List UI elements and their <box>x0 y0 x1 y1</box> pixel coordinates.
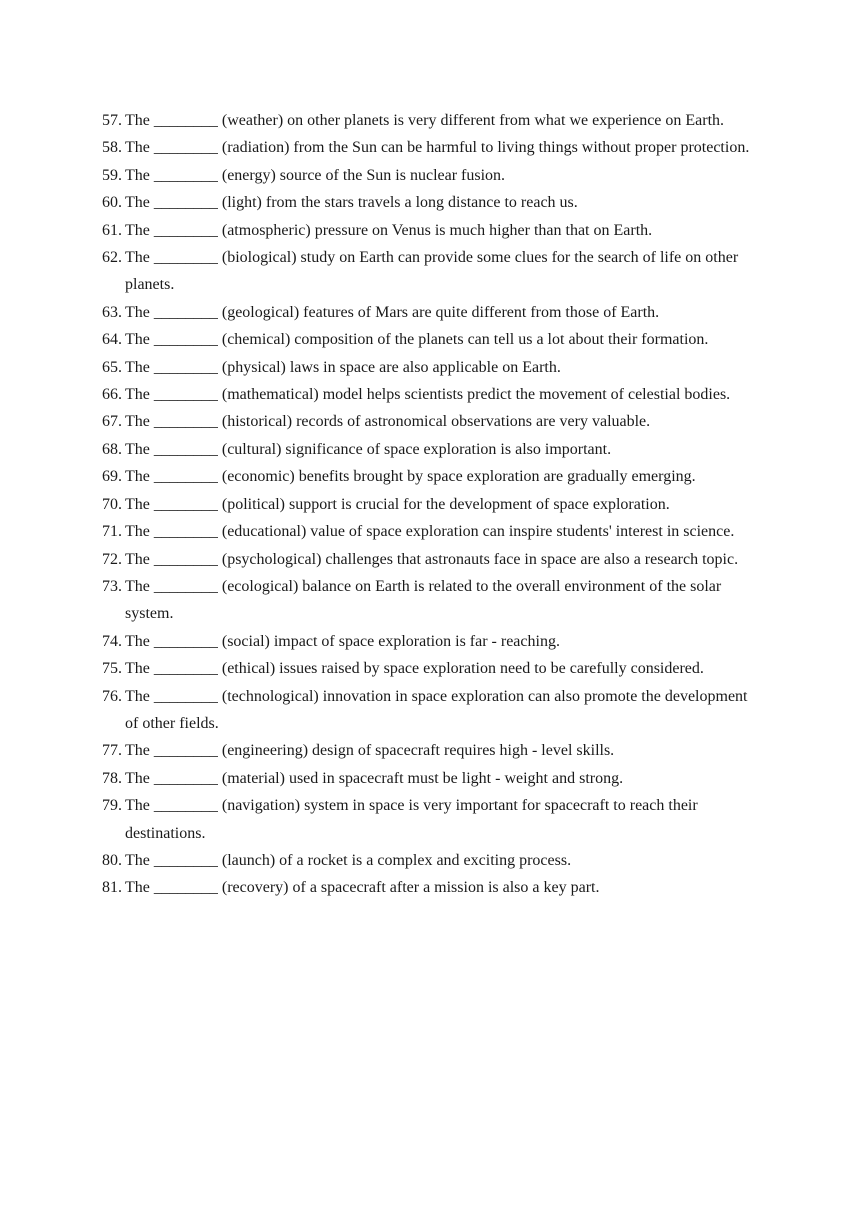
question-number: 67. <box>102 413 122 431</box>
question-number: 80. <box>102 851 122 869</box>
question-number: 64. <box>102 331 122 349</box>
question-number: 79. <box>102 797 122 815</box>
question-text: The ________ (mathematical) model helps scientists predict the movement of celestial bodies. <box>125 386 731 404</box>
question-number: 75. <box>102 660 122 678</box>
question-number: 62. <box>102 249 122 267</box>
question-text: The ________ (weather) on other planets is very different from what we experience on Earth. <box>125 112 725 129</box>
question-text: The ________ (geological) features of Mars are quite different from those of Earth. <box>125 303 660 321</box>
question-number: 78. <box>102 769 122 787</box>
question-number: 71. <box>102 523 122 541</box>
question-item <box>102 326 762 353</box>
question-item <box>102 491 762 518</box>
question-item <box>102 737 762 764</box>
question-item <box>102 217 762 244</box>
question-item <box>102 655 762 682</box>
question-text: The ________ (psychological) challenges that astronauts face in space are also a research topic. <box>125 550 739 568</box>
question-text: The ________ (light) from the stars travels a long distance to reach us. <box>125 194 578 212</box>
question-text: The ________ (ecological) balance on Earth is related to the overall environment of the solar system. <box>125 577 722 623</box>
question-number: 77. <box>102 742 122 760</box>
question-item <box>102 134 762 161</box>
question-item <box>102 299 762 326</box>
question-text: The ________ (radiation) from the Sun can be harmful to living things without proper protection. <box>125 139 750 157</box>
question-number: 74. <box>102 632 122 650</box>
question-number: 69. <box>102 468 122 486</box>
question-item <box>102 573 762 628</box>
question-item <box>102 874 762 901</box>
question-item <box>102 354 762 381</box>
question-text: The ________ (social) impact of space exploration is far - reaching. <box>125 632 560 650</box>
question-number: 60. <box>102 194 122 212</box>
question-text: The ________ (economic) benefits brought by space exploration are gradually emerging. <box>125 468 696 486</box>
question-item <box>102 546 762 573</box>
question-item <box>102 683 762 738</box>
question-number: 65. <box>102 358 122 376</box>
question-item <box>102 847 762 874</box>
question-item <box>102 189 762 216</box>
question-number: 59. <box>102 166 122 184</box>
question-text: The ________ (recovery) of a spacecraft after a mission is also a key part. <box>125 879 600 897</box>
question-text: The ________ (physical) laws in space are also applicable on Earth. <box>125 358 561 376</box>
question-item <box>102 162 762 189</box>
question-text: The ________ (chemical) composition of the planets can tell us a lot about their formation. <box>125 331 709 349</box>
question-item <box>102 244 762 299</box>
question-list <box>102 107 762 902</box>
question-item <box>102 408 762 435</box>
question-number: 68. <box>102 440 122 458</box>
question-text: The ________ (energy) source of the Sun is nuclear fusion. <box>125 166 506 184</box>
question-number: 72. <box>102 550 122 568</box>
question-number: 81. <box>102 879 122 897</box>
question-text: The ________ (engineering) design of spacecraft requires high - level skills. <box>125 742 615 760</box>
question-text: The ________ (launch) of a rocket is a complex and exciting process. <box>125 851 572 869</box>
question-item <box>102 518 762 545</box>
question-text: The ________ (navigation) system in space is very important for spacecraft to reach their destinations. <box>125 797 698 842</box>
question-item <box>102 765 762 792</box>
question-text: The ________ (ethical) issues raised by space exploration need to be carefully considered. <box>125 660 704 678</box>
question-number: 57. <box>102 112 122 129</box>
question-text: The ________ (educational) value of space exploration can inspire students' interest in science. <box>125 523 735 541</box>
question-item <box>102 463 762 490</box>
question-text: The ________ (historical) records of astronomical observations are very valuable. <box>125 413 651 431</box>
question-number: 76. <box>102 687 122 705</box>
question-text: The ________ (material) used in spacecraft must be light - weight and strong. <box>125 769 624 787</box>
question-item <box>102 792 762 847</box>
question-item <box>102 107 762 134</box>
question-text: The ________ (atmospheric) pressure on Venus is much higher than that on Earth. <box>125 221 653 239</box>
question-item <box>102 436 762 463</box>
question-text: The ________ (biological) study on Earth can provide some clues for the search of life on other planets. <box>125 249 739 294</box>
question-number: 58. <box>102 139 122 157</box>
question-number: 66. <box>102 386 122 404</box>
question-text: The ________ (political) support is crucial for the development of space exploration. <box>125 495 670 513</box>
question-item <box>102 628 762 655</box>
question-text: The ________ (cultural) significance of space exploration is also important. <box>125 440 612 458</box>
question-number: 61. <box>102 221 122 239</box>
question-number: 63. <box>102 303 122 321</box>
question-item <box>102 381 762 408</box>
question-number: 73. <box>102 577 122 595</box>
question-text: The ________ (technological) innovation in space exploration can also promote the development of other fields. <box>125 687 748 732</box>
question-number: 70. <box>102 495 122 513</box>
